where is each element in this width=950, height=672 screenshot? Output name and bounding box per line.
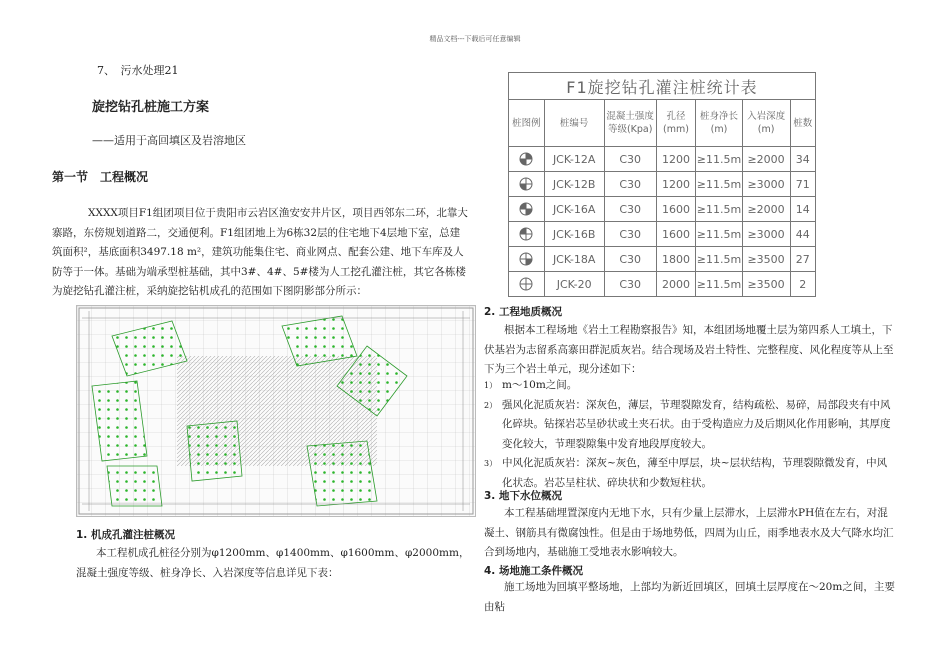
cell-count: 34 bbox=[790, 147, 816, 172]
cell-id: JCK-12B bbox=[544, 172, 604, 197]
col-header-concrete: 混凝土强度等级(Kpa) bbox=[604, 100, 656, 147]
section-2-heading: 2. 工程地质概况 bbox=[484, 306, 562, 318]
list-item: 1） m～10m之间。 bbox=[484, 379, 578, 391]
cell-count: 44 bbox=[790, 222, 816, 247]
cell-rock-depth: ≥2000 bbox=[742, 147, 790, 172]
pile-legend-icon bbox=[509, 197, 545, 222]
site-plan-svg bbox=[77, 306, 475, 516]
cell-rock-depth: ≥3500 bbox=[742, 247, 790, 272]
cell-length: ≥11.5m bbox=[696, 147, 742, 172]
pile-legend-icon bbox=[509, 272, 545, 297]
cell-id: JCK-18A bbox=[544, 247, 604, 272]
table-header-row bbox=[509, 100, 816, 147]
document-subtitle: ——适用于高回填区及岩溶地区 bbox=[92, 134, 246, 147]
cell-id: JCK-16B bbox=[544, 222, 604, 247]
cell-count: 27 bbox=[790, 247, 816, 272]
cell-id: JCK-20 bbox=[544, 272, 604, 297]
cell-diameter: 2000 bbox=[656, 272, 696, 297]
cell-count: 2 bbox=[790, 272, 816, 297]
section-2-intro: 根据本工程场地《岩土工程勘察报告》知，本组团场地覆土层为第四系人工填土，下伏基岩为志留系高寨田群泥质灰岩。结合现场及岩土特性、完整程度、风化程度等从上至下为三个岩土单元，现分述如下： bbox=[484, 324, 894, 376]
col-header-length: 桩身净长(m) bbox=[696, 100, 742, 147]
section-4-heading: 4. 场地施工条件概况 bbox=[484, 565, 583, 577]
section-heading: 第一节 工程概况 bbox=[52, 170, 149, 184]
pile-legend-icon bbox=[509, 222, 545, 247]
cell-concrete: C30 bbox=[604, 197, 656, 222]
cell-count: 71 bbox=[790, 172, 816, 197]
table-row bbox=[509, 197, 816, 222]
table-row bbox=[509, 272, 816, 297]
cell-diameter: 1200 bbox=[656, 172, 696, 197]
cell-id: JCK-12A bbox=[544, 147, 604, 172]
cell-count: 14 bbox=[790, 197, 816, 222]
cell-concrete: C30 bbox=[604, 247, 656, 272]
cell-id: JCK-16A bbox=[544, 197, 604, 222]
cell-rock-depth: ≥2000 bbox=[742, 197, 790, 222]
cell-concrete: C30 bbox=[604, 272, 656, 297]
cell-diameter: 1200 bbox=[656, 147, 696, 172]
section-3-text: 本工程基础埋置深度内无地下水，只有少量上层滞水，上层滞水PH值在左右，对混凝土、钢筋具有微腐蚀性。但是由于场地势低，四周为山丘，雨季地表水及大气降水均汇合到场地内，基础施工受地表水影响较大。 bbox=[484, 507, 894, 559]
project-overview-paragraph: XXXX项目F1组团项目位于贵阳市云岩区渔安安井片区，项目西邻东二环，北靠大寨路，东傍规划道路二，交通便利。F1组团地上为6栋32层的住宅地下4层地下室，总建筑面积²，基底面积3497.18 m²，建筑功能集住宅、商业网点、配套公建、地下车库及人防等于一体。基础为端承型桩基础，其中3#、4#、5#楼为人工挖孔灌注桩，其它各栋楼为旋挖钻孔灌注桩，采纳旋挖钻机成孔的范围如下图阴影部分所示： bbox=[52, 207, 468, 298]
cell-concrete: C30 bbox=[604, 222, 656, 247]
table-row bbox=[509, 222, 816, 247]
table-row bbox=[509, 172, 816, 197]
pile-statistics-table bbox=[508, 72, 816, 297]
table-title: F1旋挖钻孔灌注桩统计表 bbox=[509, 73, 816, 100]
cell-rock-depth: ≥3000 bbox=[742, 222, 790, 247]
section-3-heading: 3. 地下水位概况 bbox=[484, 490, 562, 502]
pile-legend-icon bbox=[509, 247, 545, 272]
cell-length: ≥11.5m bbox=[696, 247, 742, 272]
list-item: 2） 强风化泥质灰岩：深灰色，薄层，节理裂隙发育，结构疏松、易碎，局部段夹有中风化碎块。钻探岩芯呈砂状或土夹石状。由于受构造应力及后期风化作用影响，其厚度变化较大，节理裂隙集中发育地段厚度较大。 bbox=[484, 398, 891, 450]
pile-legend-icon bbox=[509, 172, 545, 197]
page-header: 精品文档---下载后可任意编辑 bbox=[429, 35, 521, 43]
pile-statistics-table-wrap bbox=[508, 72, 816, 290]
col-header-diameter: 孔径(mm) bbox=[656, 100, 696, 147]
cell-concrete: C30 bbox=[604, 147, 656, 172]
cell-rock-depth: ≥3500 bbox=[742, 272, 790, 297]
toc-item[interactable]: 7、 污水处理21 bbox=[97, 64, 179, 77]
site-plan-drawing bbox=[76, 305, 476, 517]
section-1-1-text: 本工程机成孔桩径分别为φ1200mm、φ1400mm、φ1600mm、φ2000mm，混凝土强度等级、桩身净长、入岩深度等信息详见下表： bbox=[76, 547, 470, 579]
section-4-text: 施工场地为回填平整场地，上部均为新近回填区，回填土层厚度在～20m之间，主要由粘 bbox=[484, 581, 895, 613]
col-header-rock-depth: 入岩深度(m) bbox=[742, 100, 790, 147]
cell-rock-depth: ≥3000 bbox=[742, 172, 790, 197]
cell-length: ≥11.5m bbox=[696, 197, 742, 222]
section-1-1-heading: 1. 机成孔灌注桩概况 bbox=[76, 529, 175, 541]
col-header-count: 桩数 bbox=[790, 100, 816, 147]
list-item: 3） 中风化泥质灰岩：深灰~灰色，薄至中厚层，块~层状结构，节理裂隙微发育，中风化状态。岩芯呈柱状、碎块状和少数短柱状。 bbox=[484, 457, 888, 489]
cell-diameter: 1600 bbox=[656, 222, 696, 247]
document-title: 旋挖钻孔桩施工方案 bbox=[92, 100, 210, 115]
geology-list bbox=[484, 376, 896, 494]
col-header-id: 桩编号 bbox=[544, 100, 604, 147]
pile-legend-icon bbox=[509, 147, 545, 172]
cell-length: ≥11.5m bbox=[696, 172, 742, 197]
table-row bbox=[509, 247, 816, 272]
cell-length: ≥11.5m bbox=[696, 222, 742, 247]
cell-diameter: 1800 bbox=[656, 247, 696, 272]
cell-diameter: 1600 bbox=[656, 197, 696, 222]
table-row bbox=[509, 147, 816, 172]
cell-concrete: C30 bbox=[604, 172, 656, 197]
cell-length: ≥11.5m bbox=[696, 272, 742, 297]
col-header-legend: 桩图例 bbox=[509, 100, 545, 147]
